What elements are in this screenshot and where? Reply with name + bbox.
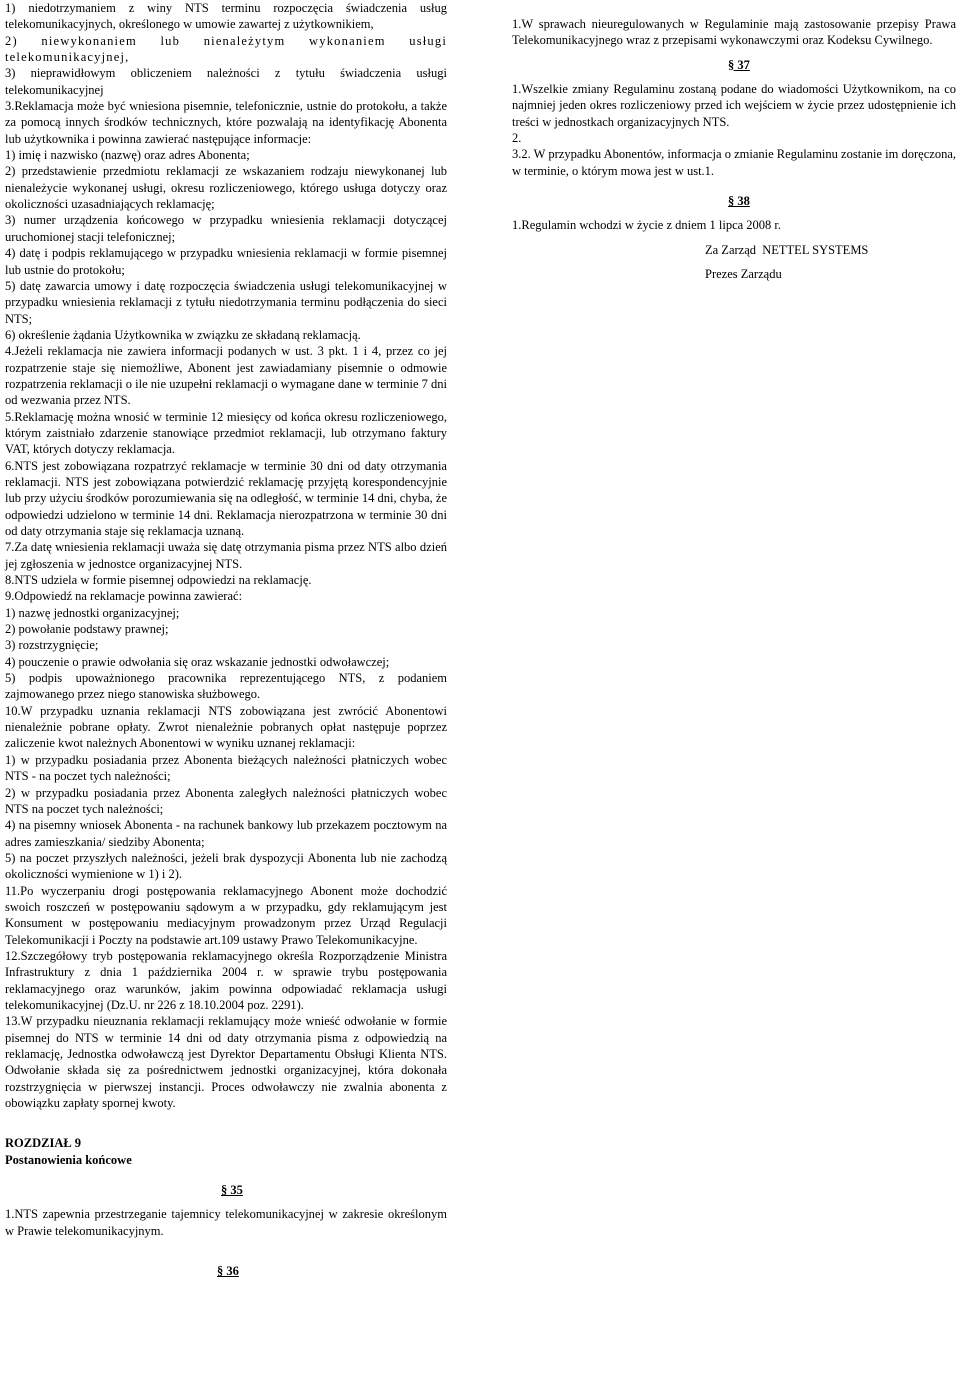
paragraph: 1.Wszelkie zmiany Regulaminu zostaną podane do wiadomości Użytkownikom, na co najmniej jeden okres rozliczeniowy przed ich wejściem w życie przez udostępnienie ich treści w jednostkach organizacyjnych NTS.: [512, 82, 956, 129]
paragraph: 3) numer urządzenia końcowego w przypadku wniesienia reklamacji dotyczącej uruchomionej stacji telefonicznej;: [5, 213, 447, 244]
paragraph: 2) przedstawienie przedmiotu reklamacji ze wskazaniem rodzaju niewykonanej lub nienależycie wykonanej usługi, okresu rozliczeniowego, którego usługa dotyczy oraz okoliczności uzasadniających reklamację;: [5, 164, 447, 212]
paragraph: 7.Za datę wniesienia reklamacji uważa się datę otrzymania pisma przez NTS albo dzień jej zgłoszenia w jednostce organizacyjnej NTS.: [5, 540, 447, 571]
paragraph: 13.W przypadku nieuznania reklamacji reklamujący może wnieść odwołanie w formie pisemnej do NTS w terminie 14 dni od daty otrzymania pisma z odpowiedzią na reklamację, Jednostka odwoławczą jest Dyrektor Departamentu Obsługi Klienta NTS. Odwołanie składa się za pośrednictwem jednostki organizacyjnej, która dokonała rozstrzygnięcia w pierwszej instancji. Proces odwoławczy nie zwalnia abonenta z obowiązku zapłaty spornej kwoty.: [5, 1014, 447, 1111]
section-heading-37: § 37: [728, 57, 750, 72]
paragraph: 1.Regulamin wchodzi w życie z dniem 1 lipca 2008 r.: [512, 218, 782, 233]
right-column: [512, 16, 956, 282]
paragraph: 11.Po wyczerpaniu drogi postępowania reklamacyjnego Abonent może dochodzić swoich roszczeń w postępowaniu sądowym a w przypadku, gdy reklamującym jest Konsument w postępowaniu mediacyjnym prowadzonym przez Urząd Regulacji Telekomunikacji i Poczty na podstawie art.109 ustawy Prawo Telekomunikacyjne.: [5, 883, 447, 947]
paragraph: 12.Szczegółowy tryb postępowania reklamacyjnego określa Rozporządzenie Ministra Infrastruktury z dnia 1 października 2004 r. w sprawie trybu postępowania reklamacyjnego oraz warunków, jakim powinna odpowiadać reklamacja usługi telekomunikacyjnej (Dz.U. nr 226 z 18.10.2004 poz. 2291).: [5, 948, 447, 1012]
paragraph: 1) niedotrzymaniem z winy NTS terminu rozpoczęcia świadczenia usług telekomunikacyjnych, określonego w umowie zawartej z użytkownikiem,: [5, 1, 447, 32]
section-heading-38: § 38: [728, 194, 750, 209]
paragraph: 4) na pisemny wniosek Abonenta - na rachunek bankowy lub przekazem pocztowym na adres zamieszkania/ siedziby Abonenta;: [5, 818, 447, 849]
signature-title: Prezes Zarządu: [705, 267, 782, 282]
chapter-subtitle: Postanowienia końcowe: [5, 1152, 132, 1167]
paragraph: 3) nieprawidłowym obliczeniem należności z tytułu świadczenia usługi telekomunikacyjnej: [5, 66, 447, 97]
paragraph: 2) niewykonaniem lub nienależytym wykonaniem usługi telekomunikacyjnej,: [5, 33, 447, 65]
paragraph: 5.Reklamację można wnosić w terminie 12 miesięcy od końca okresu rozliczeniowego, którym zaistniało zdarzenie stanowiące przedmiot reklamacji, lub otrzymano faktury VAT, których dotyczy reklamacja.: [5, 409, 447, 457]
section-heading-36: § 36: [217, 1264, 239, 1279]
paragraph: 4) datę i podpis reklamującego w przypadku wniesienia reklamacji w formie pisemnej lub ustnie do protokołu;: [5, 246, 447, 277]
paragraph: 3) rozstrzygnięcie;: [5, 638, 99, 653]
paragraph: 3.2. W przypadku Abonentów, informacja o zmianie Regulaminu zostanie im doręczona, w terminie, o którym mowa jest w ust.1.: [512, 147, 956, 178]
paragraph: 6.NTS jest zobowiązana rozpatrzyć reklamacje w terminie 30 dni od daty otrzymania reklamacji. NTS jest zobowiązana potwierdzić reklamację przyjętą korespondencyjnie lub przy użyciu środków porozumiewania się na odległość, w terminie 14 dni, chyba, że odpowiedzi udzielono w terminie 14 dni. Reklamacja nierozpatrzona w terminie 30 dni od daty otrzymania staje się reklamacja uznaną.: [5, 458, 447, 538]
paragraph: 8.NTS udziela w formie pisemnej odpowiedzi na reklamację.: [5, 573, 312, 588]
paragraph: 4) pouczenie o prawie odwołania się oraz wskazanie jednostki odwoławczej;: [5, 654, 390, 669]
paragraph: 1) w przypadku posiadania przez Abonenta bieżących należności płatniczych wobec NTS - na poczet tych należności;: [5, 752, 447, 784]
paragraph: 2) w przypadku posiadania przez Abonenta zaległych należności płatniczych wobec NTS na poczet tych należności;: [5, 785, 447, 816]
paragraph: 4.Jeżeli reklamacja nie zawiera informacji podanych w ust. 3 pkt. 1 i 4, przez co jej rozpatrzenie staje się niemożliwe, Abonent jest zawiadamiany pisemnie o odmowie rozpatrzenia reklamacji o ile nie uzupełni reklamacji o wymagane dane w terminie 7 dni od wezwania przez NTS.: [5, 344, 447, 408]
paragraph: 9.Odpowiedź na reklamacje powinna zawierać:: [5, 589, 243, 604]
paragraph: 3.Reklamacja może być wniesiona pisemnie, telefonicznie, ustnie do protokołu, a także za pomocą innych środków technicznych, które pozwalają na identyfikację Abonenta lub użytkownika i powinna zawierać następujące informacje:: [5, 99, 447, 146]
paragraph: 6) określenie żądania Użytkownika w związku ze składaną reklamacją.: [5, 327, 361, 342]
paragraph: 2) powołanie podstawy prawnej;: [5, 622, 169, 637]
paragraph: 1) nazwę jednostki organizacyjnej;: [5, 605, 180, 620]
paragraph: 2.: [512, 131, 522, 146]
paragraph: 1.NTS zapewnia przestrzeganie tajemnicy telekomunikacyjnej w zakresie określonym w Prawie telekomunikacyjnym.: [5, 1207, 447, 1238]
paragraph: 10.W przypadku uznania reklamacji NTS zobowiązana jest zwrócić Abonentowi nienależnie pobrane opłaty. Zwrot nienależnie pobranych opłat następuje poprzez zaliczenie kwot należnych Abonentowi w wyniku uznanej reklamacji:: [5, 703, 447, 751]
paragraph: 1) imię i nazwisko (nazwę) oraz adres Abonenta;: [5, 148, 250, 163]
signature-board: Za Zarząd NETTEL SYSTEMS: [705, 242, 869, 257]
paragraph: 1.W sprawach nieuregulowanych w Regulaminie mają zastosowanie przepisy Prawa Telekomunikacyjnego wraz z przepisami wykonawczymi oraz Kodeksu Cywilnego.: [512, 17, 956, 48]
paragraph: 5) na poczet przyszłych należności, jeżeli brak dyspozycji Abonenta lub nie zachodzą okoliczności wymienione w 1) i 2).: [5, 850, 447, 882]
paragraph: 5) datę zawarcia umowy i datę rozpoczęcia świadczenia usługi telekomunikacyjnej w przypadku wniesienia reklamacji z tytułu niedotrzymania terminu podłączenia do sieci NTS;: [5, 278, 447, 326]
paragraph: 5) podpis upoważnionego pracownika reprezentującego NTS, z podaniem zajmowanego przez niego stanowiska służbowego.: [5, 671, 447, 702]
chapter-title: ROZDZIAŁ 9: [5, 1136, 82, 1151]
section-heading-35: § 35: [221, 1183, 243, 1198]
left-column: [5, 0, 447, 1279]
